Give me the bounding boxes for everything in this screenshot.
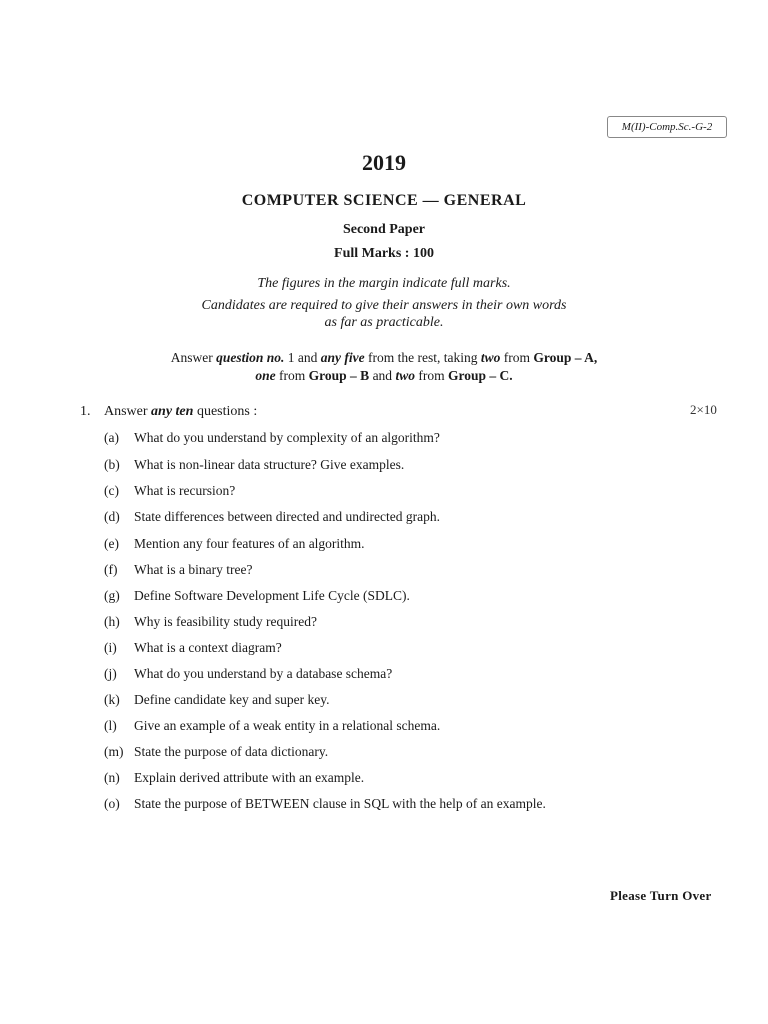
sub-question-label: (g) [104, 588, 120, 603]
instr-emph: any five [320, 350, 365, 365]
instr-emph: question no. [216, 350, 285, 365]
paper-name: Second Paper [342, 222, 426, 237]
instr-emph: two [480, 350, 501, 365]
instr-text: Answer [170, 350, 217, 365]
sub-question-label: (h) [104, 614, 120, 629]
sub-question [104, 430, 440, 446]
sub-question-text: State the purpose of BETWEEN clause in SQL with the help of an example. [134, 796, 546, 811]
sub-question-text: What is a context diagram? [134, 640, 282, 655]
sub-question-text: What is recursion? [134, 483, 236, 498]
sub-question-text: Define candidate key and super key. [134, 692, 330, 707]
sub-question-label: (e) [104, 536, 119, 551]
instr-text: from [500, 350, 534, 365]
sub-question [104, 692, 330, 708]
question-marks: 2×10 [690, 402, 717, 417]
sub-question [104, 770, 364, 786]
instr-text: from [414, 368, 448, 383]
sub-question [104, 509, 440, 525]
sub-question [104, 614, 317, 630]
instr-text: from the rest, taking [364, 350, 481, 365]
own-words-note-line1: Candidates are required to give their answers in their own words [201, 298, 567, 313]
instr-text: and [369, 368, 396, 383]
sub-question-label: (k) [104, 692, 120, 707]
sub-question-label: (b) [104, 457, 120, 472]
sub-question-label: (n) [104, 770, 120, 785]
sub-question [104, 718, 440, 734]
sub-question-label: (m) [104, 744, 124, 759]
instr-group: Group – B [308, 368, 370, 383]
sub-question-text: Give an example of a weak entity in a relational schema. [134, 718, 441, 733]
please-turn-over: Please Turn Over [610, 888, 712, 903]
sub-question-text: What is a binary tree? [134, 562, 253, 577]
sub-question-text: Define Software Development Life Cycle (SDLC). [134, 588, 410, 603]
instruction-line-1 [0, 350, 768, 366]
sub-question-text: What is non-linear data structure? Give examples. [134, 457, 405, 472]
paper-code-box: M(II)-Comp.Sc.-G-2 [607, 116, 727, 138]
sub-question [104, 483, 235, 499]
sub-question-text: What do you understand by a database schema? [134, 666, 393, 681]
sub-question-label: (f) [104, 562, 118, 577]
sub-question-label: (a) [104, 430, 119, 445]
sub-question [104, 536, 365, 552]
own-words-note-line2: as far as practicable. [324, 315, 444, 330]
sub-question-label: (c) [104, 483, 119, 498]
sub-question-label: (d) [104, 509, 120, 524]
sub-question [104, 640, 282, 656]
sub-question [104, 588, 410, 604]
sub-question-text: State the purpose of data dictionary. [134, 744, 329, 759]
question-stem [104, 404, 257, 420]
sub-question-label: (l) [104, 718, 117, 733]
instr-text: 1 and [284, 350, 321, 365]
instr-text: from [275, 368, 309, 383]
exam-year: 2019 [362, 150, 406, 175]
stem-emph: any ten [151, 404, 194, 419]
sub-question [104, 744, 328, 760]
sub-question-text: State differences between directed and undirected graph. [134, 509, 440, 524]
instr-emph: one [255, 368, 276, 383]
stem-text: Answer [104, 404, 152, 419]
sub-question [104, 796, 546, 812]
subject-title: COMPUTER SCIENCE — GENERAL [241, 192, 527, 209]
instr-group: Group – A, [533, 350, 598, 365]
sub-question-label: (o) [104, 796, 120, 811]
sub-question-label: (j) [104, 666, 117, 681]
sub-question-text: What do you understand by complexity of an algorithm? [134, 430, 440, 445]
sub-question [104, 666, 392, 682]
instr-emph: two [395, 368, 415, 383]
sub-question [104, 562, 252, 578]
margin-note: The figures in the margin indicate full marks. [257, 276, 511, 291]
stem-text: questions : [193, 404, 258, 419]
sub-question-text: Why is feasibility study required? [134, 614, 317, 629]
question-number: 1. [80, 404, 91, 419]
sub-question [104, 457, 404, 473]
instruction-line-2 [0, 368, 768, 384]
sub-question-text: Explain derived attribute with an example. [134, 770, 365, 785]
full-marks: Full Marks : 100 [334, 246, 434, 261]
sub-question-label: (i) [104, 640, 117, 655]
sub-question-text: Mention any four features of an algorithm. [134, 536, 365, 551]
instr-group: Group – C. [447, 368, 513, 383]
